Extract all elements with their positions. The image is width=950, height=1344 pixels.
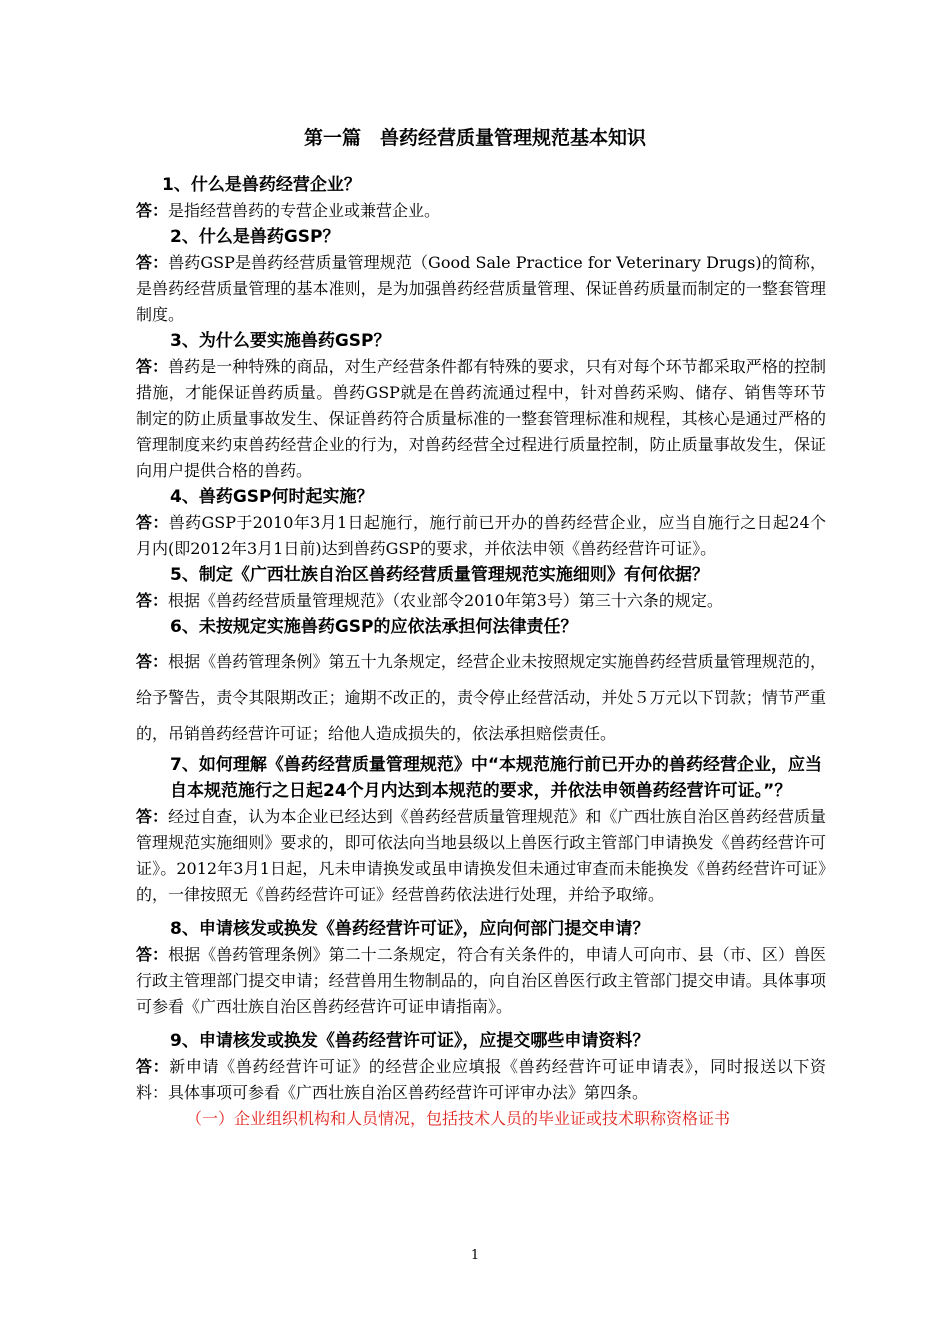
answer-5 — [136, 588, 826, 614]
red-note: （一）企业组织机构和人员情况，包括技术人员的毕业证或技术职称资格证书 — [186, 1109, 731, 1128]
qa-content — [136, 172, 826, 1132]
answer-text: 兽药GSP是兽药经营质量管理规范（Good Sale Practice for Veterinary Drugs)的简称，是兽药经营质量管理的基本准则，是为加强兽药经营质量管理、保证兽药质量而制定的一整套管理制度。 — [136, 253, 826, 324]
answer-text: 兽药是一种特殊的商品，对生产经营条件都有特殊的要求，只有对每个环节都采取严格的控制措施，才能保证兽药质量。兽药GSP就是在兽药流通过程中，针对兽药采购、储存、销售等环节制定的防止质量事故发生、保证兽药符合质量标准的一整套管理标准和规程，其核心是通过严格的管理制度来约束兽药经营企业的行为，对兽药经营全过程进行质量控制，防止质量事故发生，保证向用户提供合格的兽药。 — [136, 357, 826, 480]
answer-text: 根据《兽药经营质量管理规范》（农业部令2010年第3号）第三十六条的规定。 — [168, 591, 723, 610]
answer-label: 答： — [136, 357, 169, 376]
answer-text: 新申请《兽药经营许可证》的经营企业应填报《兽药经营许可证申请表》，同时报送以下资料：具体事项可参看《广西壮族自治区兽药经营许可评审办法》第四条。 — [136, 1057, 826, 1102]
answer-4 — [136, 510, 826, 562]
answer-label: 答： — [136, 807, 169, 826]
spacer — [136, 1020, 826, 1028]
question-6: 6、未按规定实施兽药GSP的应依法承担何法律责任？ — [170, 617, 578, 637]
question-4: 4、兽药GSP何时起实施？ — [170, 487, 374, 507]
question-9: 9、申请核发或换发《兽药经营许可证》，应提交哪些申请资料？ — [170, 1031, 650, 1051]
question-2: 2、什么是兽药GSP？ — [170, 227, 340, 247]
answer-label: 答： — [136, 945, 169, 964]
answer-9 — [136, 1054, 826, 1106]
answer-label: 答： — [136, 253, 169, 272]
answer-label: 答： — [136, 513, 169, 532]
answer-label: 答： — [136, 652, 169, 671]
spacer — [136, 908, 826, 916]
question-3: 3、为什么要实施兽药GSP？ — [170, 331, 391, 351]
answer-2 — [136, 250, 826, 328]
answer-8 — [136, 942, 826, 1020]
question-5: 5、制定《广西壮族自治区兽药经营质量管理规范实施细则》有何依据？ — [170, 565, 709, 585]
answer-text: 兽药GSP于2010年3月1日起施行，施行前已开办的兽药经营企业，应当自施行之日起24个月内(即2012年3月1日前)达到兽药GSP的要求，并依法申领《兽药经营许可证》。 — [136, 513, 826, 558]
question-1: 1、什么是兽药经营企业？ — [162, 175, 361, 195]
answer-text: 根据《兽药管理条例》第二十二条规定，符合有关条件的，申请人可向市、县（市、区）兽医行政主管理部门提交申请；经营兽用生物制品的，向自治区兽医行政主管部门提交申请。具体事项可参看《广西壮族自治区兽药经营许可证申请指南》。 — [136, 945, 826, 1016]
page-number: 1 — [470, 1248, 480, 1263]
answer-text: 经过自查，认为本企业已经达到《兽药经营质量管理规范》和《广西壮族自治区兽药经营质量管理规范实施细则》要求的，即可依法向当地县级以上兽医行政主管部门申请换发《兽药经营许可证》。2012年3月1日起，凡未申请换发或虽申请换发但未通过审查而未能换发《兽药经营许可证》的，一律按照无《兽药经营许可证》经营兽药依法进行处理，并给予取缔。 — [136, 807, 826, 904]
answer-text: 是指经营兽药的专营企业或兼营企业。 — [168, 201, 441, 220]
answer-6 — [136, 644, 826, 752]
answer-label: 答： — [136, 1057, 170, 1076]
question-8: 8、申请核发或换发《兽药经营许可证》，应向何部门提交申请？ — [170, 919, 650, 939]
answer-label: 答： — [136, 591, 169, 610]
answer-3 — [136, 354, 826, 484]
answer-text: 根据《兽药管理条例》第五十九条规定，经营企业未按照规定实施兽药经营质量管理规范的，给予警告，责令其限期改正；逾期不改正的，责令停止经营活动，并处５万元以下罚款；情节严重的，吊销兽药经营许可证；给他人造成损失的，依法承担赔偿责任。 — [136, 652, 826, 743]
page-title: 第一篇 兽药经营质量管理规范基本知识 — [303, 127, 646, 149]
answer-1 — [136, 198, 826, 224]
answer-label: 答： — [136, 201, 169, 220]
question-7: 7、如何理解《兽药经营质量管理规范》中“本规范施行前已开办的兽药经营企业，应当自本规范施行之日起24个月内达到本规范的要求，并依法申领兽药经营许可证。”？ — [170, 755, 822, 801]
answer-7 — [136, 804, 826, 908]
